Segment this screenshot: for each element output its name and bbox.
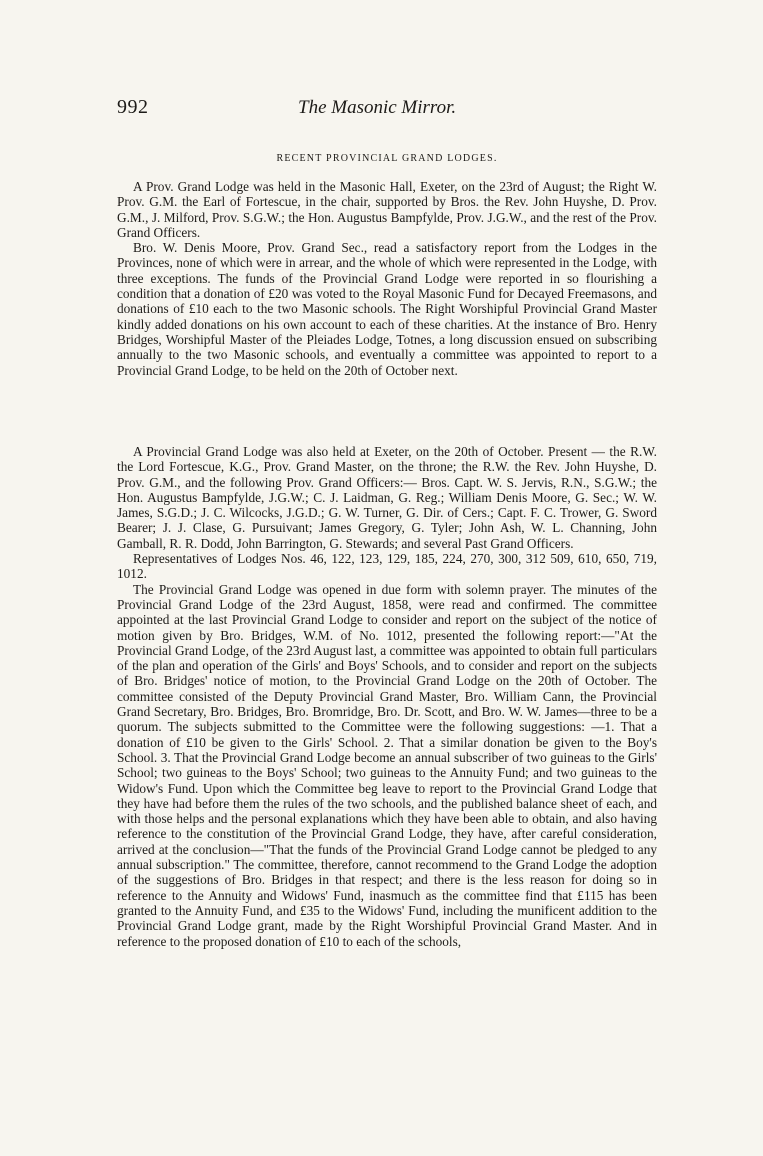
running-title: The Masonic Mirror. — [298, 97, 457, 118]
article-section-october — [117, 444, 657, 949]
page-header — [117, 96, 657, 122]
article-heading: RECENT PROVINCIAL GRAND LODGES. — [276, 153, 498, 164]
paragraph: Bro. W. Denis Moore, Prov. Grand Sec., read a satisfactory report from the Lodges in the Provinces, none of which were in arrear, and the whole of which were represented in the Lodge, with three exceptions. The funds of the Provincial Grand Lodge were reported in so flourishing a condition that a donation of £20 was voted to the Royal Masonic Fund for Decayed Freemasons, and donations of £10 each to the two Masonic schools. The Right Worshipful Provincial Grand Master kindly added donations on his own account to each of these charities. At the instance of Bro. Henry Bridges, Worshipful Master of the Pleiades Lodge, Totnes, a long discussion ensued on subscribing annually to the two Masonic schools, and eventually a committee was appointed to report to a Provincial Grand Lodge, to be held on the 20th of October next. — [117, 240, 657, 378]
page-number: 992 — [117, 96, 149, 118]
section-gap — [117, 430, 657, 431]
paragraph: A Prov. Grand Lodge was held in the Masonic Hall, Exeter, on the 23rd of August; the Right W. Prov. G.M. the Earl of Fortescue, in the chair, supported by Bros. the Rev. John Huyshe, D. Prov. G.M., J. Milford, Prov. S.G.W.; the Hon. Augustus Bampfylde, Prov. J.G.W., and the rest of the Prov. Grand Officers. — [117, 179, 657, 240]
article-section-august — [117, 179, 657, 378]
paragraph: A Provincial Grand Lodge was also held at Exeter, on the 20th of October. Present — the R.W. the Lord Fortescue, K.G., Prov. Grand Master, on the throne; the R.W. the Rev. John Huyshe, D. Prov. G.M., and the following Prov. Grand Officers:— Bros. Capt. W. S. Jervis, R.N., S.G.W.; the Hon. Augustus Bampfylde, J.G.W.; C. J. Laidman, G. Reg.; William Denis Moore, G. Sec.; W. W. James, S.G.D.; J. C. Wilcocks, J.G.D.; G. W. Turner, G. Dir. of Cers.; Capt. F. C. Trower, G. Sword Bearer; J. J. Clase, G. Pursuivant; James Gregory, G. Tyler; John Ash, W. L. Channing, John Gamball, R. R. Dodd, John Barrington, G. Stewards; and several Past Grand Officers. — [117, 444, 657, 551]
paragraph: Representatives of Lodges Nos. 46, 122, 123, 129, 185, 224, 270, 300, 312 509, 610, 650, 719, 1012. — [117, 551, 657, 582]
paragraph: The Provincial Grand Lodge was opened in due form with solemn prayer. The minutes of the Provincial Grand Lodge of the 23rd August, 1858, were read and confirmed. The committee appointed at the last Provincial Grand Lodge to consider and report on the subject of the notice of motion given by Bro. Bridges, W.M. of No. 1012, presented the following report:—"At the Provincial Grand Lodge, of the 23rd August last, a committee was appointed to obtain full particulars of the plan and operation of the Girls' and Boys' Schools, and to consider and report on the subjects of Bro. Bridges' notice of motion, to the Provincial Grand Lodge on the 20th of October. The committee consisted of the Deputy Provincial Grand Master, Bro. William Cann, the Provincial Grand Secretary, Bro. Bridges, Bro. Bromridge, Bro. Dr. Scott, and Bro. W. W. James—three to be a quorum. The subjects submitted to the Committee were the following suggestions: —1. That a donation of £10 be given to the Girls' School. 2. That a similar donation be given to the Boy's School. 3. That the Provincial Grand Lodge become an annual subscriber of two guineas to the Girls' School; two guineas to the Boys' School; two guineas to the Annuity Fund; and two guineas to the Widow's Fund. Upon which the Committee beg leave to report to the Provincial Grand Lodge that they have had before them the rules of the two schools, and the published balance sheet of each, and with those helps and the personal explanations which they have been able to obtain, and also having reference to the constitution of the Provincial Grand Lodge, they have, after careful consideration, arrived at the conclusion—"That the funds of the Provincial Grand Lodge cannot be pledged to any annual subscription." The committee, therefore, cannot recommend to the Grand Lodge the adoption of the suggestions of Bro. Bridges in that respect; and there is the less reason for doing so in reference to the Annuity and Widows' Fund, inasmuch as the committee find that £115 has been granted to the Annuity Fund, and £35 to the Widows' Fund, including the munificent addition to the Provincial Grand Lodge grant, made by the Right Worshipful Provincial Grand Master. And in reference to the proposed donation of £10 to each of the schools, — [117, 581, 657, 949]
